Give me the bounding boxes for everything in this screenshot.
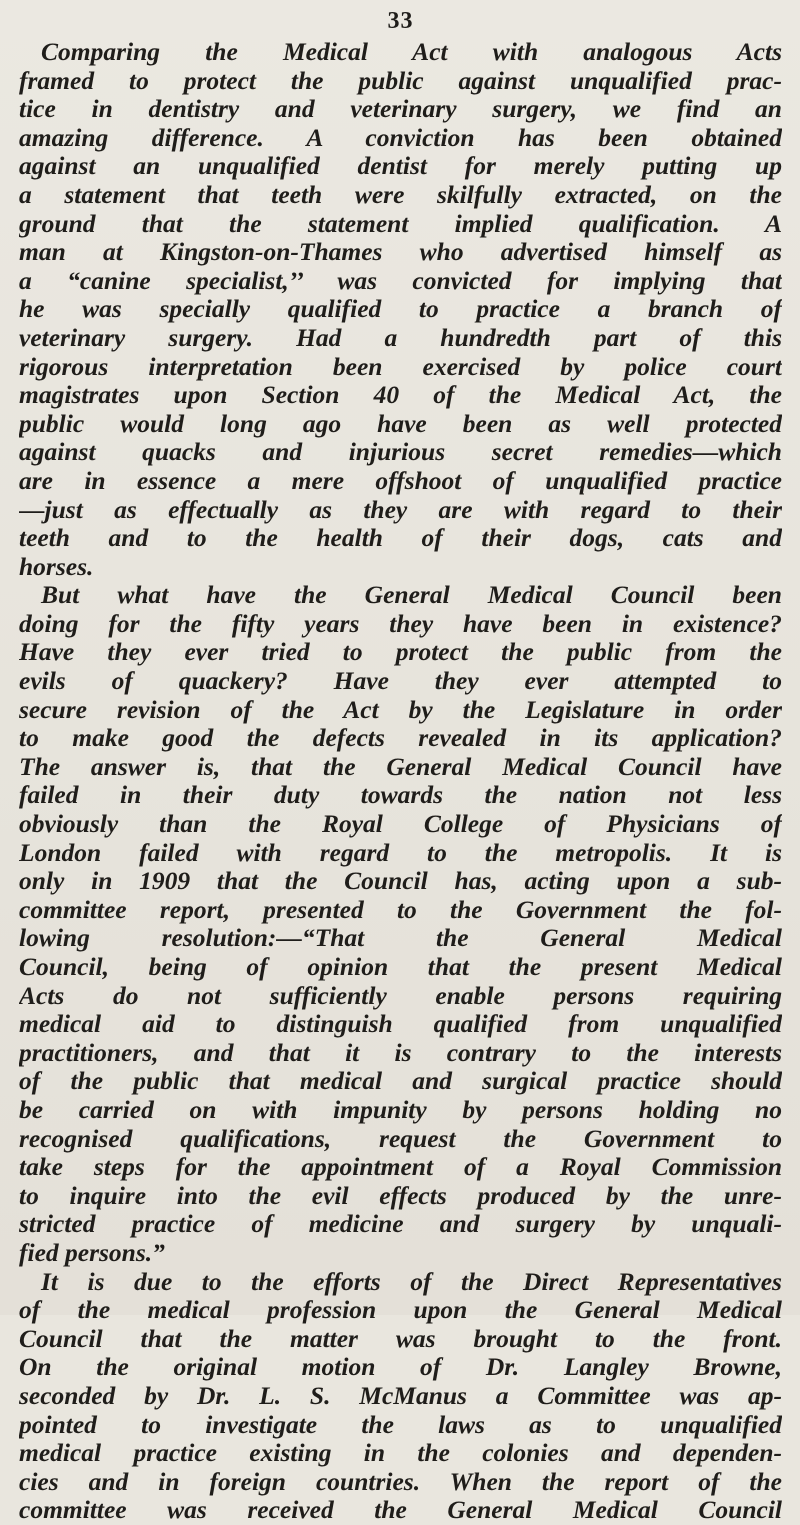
text-line: recognised qualifications, request the Government to bbox=[19, 1124, 782, 1153]
text-line: On the original motion of Dr. Langley Browne, bbox=[19, 1353, 782, 1382]
text-line: horses. bbox=[19, 552, 94, 581]
text-line: against quacks and injurious secret remedies—which bbox=[19, 438, 782, 467]
text-line: —just as effectually as they are with regard to their bbox=[19, 495, 782, 524]
text-line: cies and in foreign countries. When the report of the bbox=[19, 1467, 782, 1496]
text-line: London failed with regard to the metropolis. It is bbox=[19, 838, 782, 867]
text-line: practitioners, and that it is contrary to the interests bbox=[19, 1038, 782, 1067]
text-line: medical aid to distinguish qualified from unqualified bbox=[19, 1010, 782, 1039]
text-line: ground that the statement implied qualification. A bbox=[19, 209, 782, 238]
text-line: be carried on with impunity by persons holding no bbox=[19, 1095, 782, 1124]
text-line: he was specially qualified to practice a branch of bbox=[19, 295, 782, 324]
text-line: lowing resolution:—“That the General Medical bbox=[19, 924, 782, 953]
text-line: Comparing the Medical Act with analogous Acts bbox=[41, 38, 782, 66]
text-line: take steps for the appointment of a Royal Commission bbox=[19, 1153, 782, 1182]
text-line: fied persons.” bbox=[19, 1238, 165, 1267]
text-line: veterinary surgery. Had a hundredth part of this bbox=[19, 323, 782, 352]
text-line: failed in their duty towards the nation not less bbox=[19, 781, 782, 810]
text-line: It is due to the efforts of the Direct Representatives bbox=[41, 1267, 782, 1296]
text-line: Acts do not sufficiently enable persons requiring bbox=[19, 981, 782, 1010]
text-line: teeth and to the health of their dogs, cats and bbox=[19, 524, 782, 553]
page-number: 33 bbox=[387, 8, 414, 34]
text-line: evils of quackery? Have they ever attempted to bbox=[19, 667, 782, 696]
text-line: Council, being of opinion that the present Medical bbox=[19, 953, 782, 981]
text-line: to make good the defects revealed in its application? bbox=[19, 724, 782, 753]
text-line: But what have the General Medical Council been bbox=[41, 581, 782, 610]
text-line: secure revision of the Act by the Legislature in order bbox=[19, 695, 782, 724]
text-line: of the medical profession upon the General Medical bbox=[19, 1296, 782, 1325]
text-line: The answer is, that the General Medical Council have bbox=[19, 752, 782, 781]
text-line: stricted practice of medicine and surgery by unquali- bbox=[19, 1210, 782, 1239]
text-line: magistrates upon Section 40 of the Medical Act, the bbox=[19, 381, 782, 410]
text-line: against an unqualified dentist for merely putting up bbox=[19, 152, 782, 181]
text-line: man at Kingston-on-Thames who advertised himself as bbox=[19, 238, 782, 267]
text-line: pointed to investigate the laws as to unqualified bbox=[19, 1410, 782, 1439]
text-line: obviously than the Royal College of Physicians of bbox=[19, 810, 782, 839]
text-line: seconded by Dr. L. S. McManus a Committee was ap- bbox=[19, 1381, 782, 1410]
text-line: public would long ago have been as well protected bbox=[19, 409, 782, 438]
text-line: of the public that medical and surgical practice should bbox=[19, 1067, 782, 1096]
text-line: committee was received the General Medical Council bbox=[19, 1496, 782, 1525]
text-line: tice in dentistry and veterinary surgery, we find an bbox=[19, 95, 782, 124]
text-line: doing for the fifty years they have been in existence? bbox=[19, 609, 782, 638]
text-line: a statement that teeth were skilfully extracted, on the bbox=[19, 180, 782, 209]
text-line: to inquire into the evil effects produced by the unre- bbox=[19, 1181, 782, 1210]
text-line: only in 1909 that the Council has, acting upon a sub- bbox=[19, 867, 782, 896]
text-line: medical practice existing in the colonies and dependen- bbox=[19, 1439, 782, 1468]
text-line: framed to protect the public against unqualified prac- bbox=[19, 66, 782, 95]
text-line: Council that the matter was brought to the front. bbox=[19, 1324, 782, 1353]
text-line: amazing difference. A conviction has been obtained bbox=[19, 123, 782, 152]
text-line: are in essence a mere offshoot of unqualified practice bbox=[19, 466, 782, 495]
text-line: rigorous interpretation been exercised by police court bbox=[19, 352, 782, 381]
text-line: a “canine specialist,’’ was convicted for implying that bbox=[19, 266, 782, 295]
text-line: committee report, presented to the Government the fol- bbox=[19, 895, 782, 924]
body-text bbox=[19, 38, 782, 1525]
text-line: Have they ever tried to protect the public from the bbox=[19, 638, 782, 667]
